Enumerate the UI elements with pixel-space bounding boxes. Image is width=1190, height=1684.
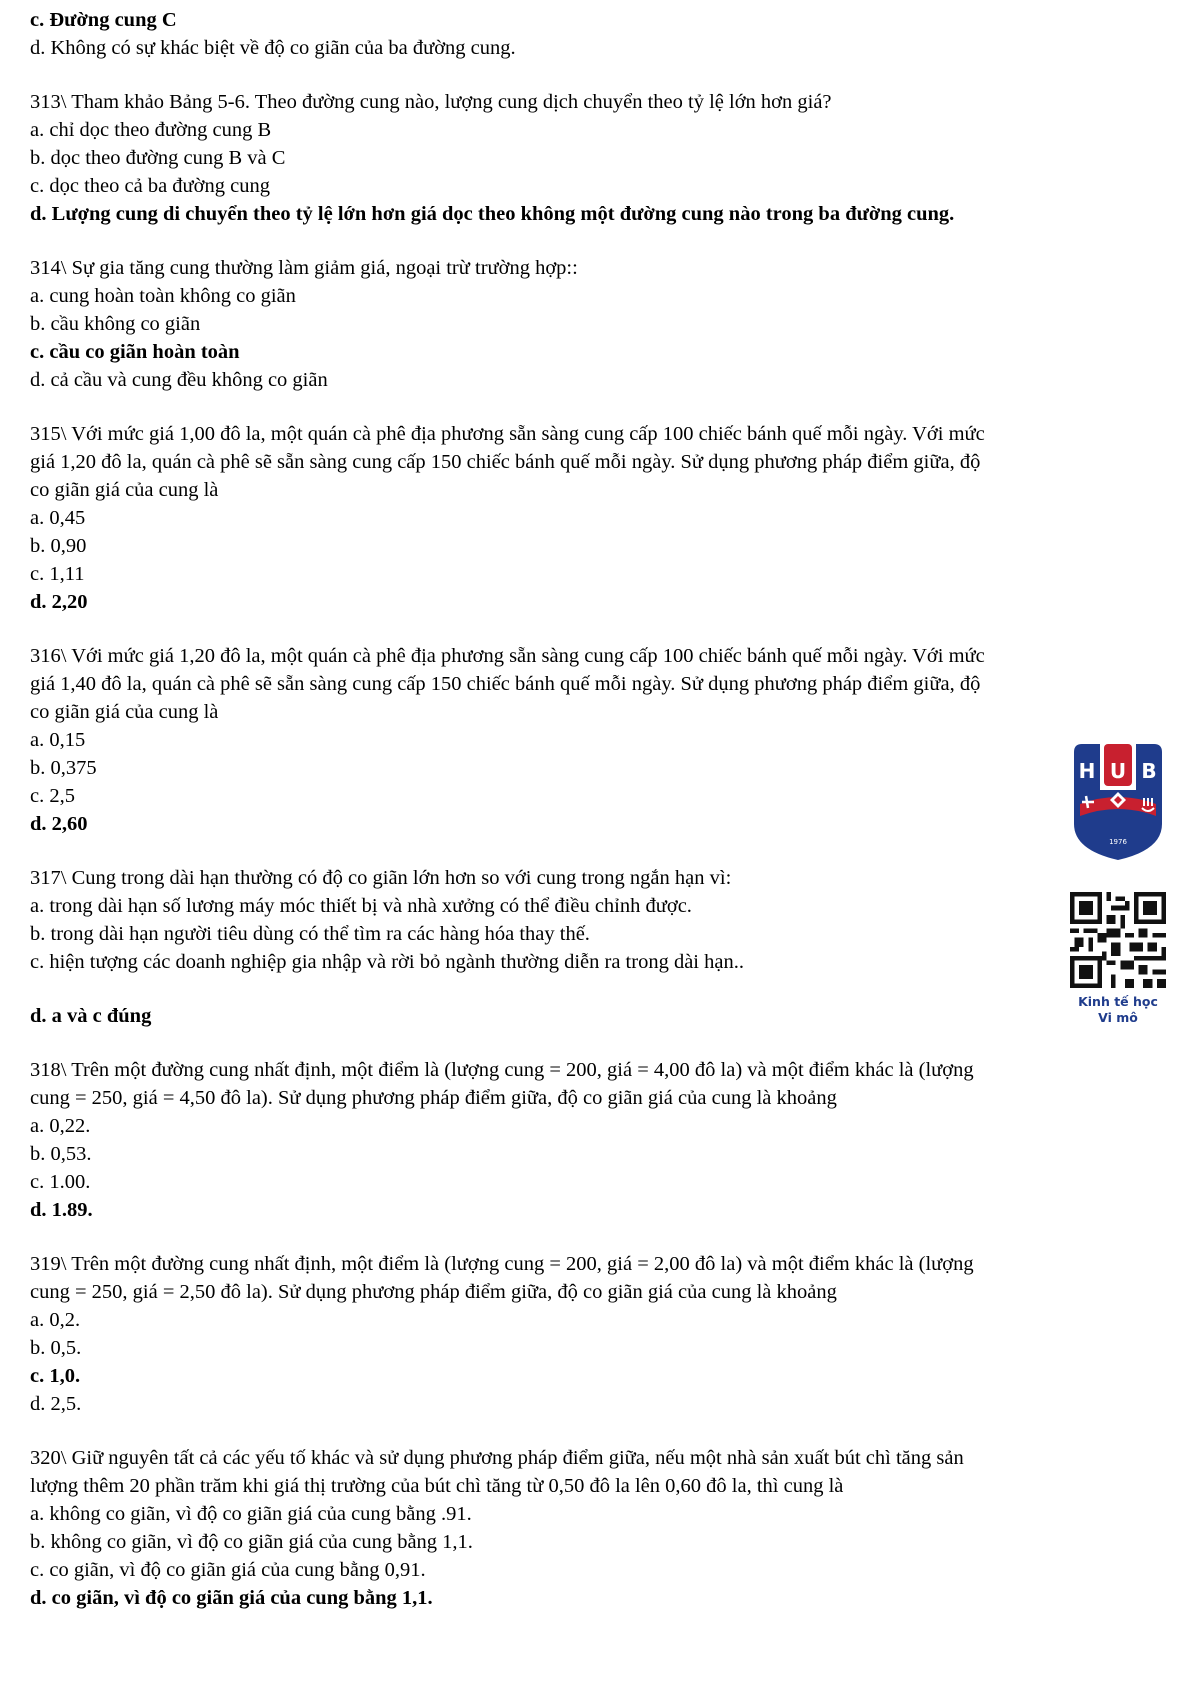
q319-option-c: c. 1,0. bbox=[30, 1365, 81, 1387]
q314-question: 314\ Sự gia tăng cung thường làm giảm giá, ngoại trừ trường hợp:: bbox=[30, 257, 578, 279]
q313-option-d: d. Lượng cung di chuyển theo tỷ lệ lớn hơn giá dọc theo không một đường cung nào trong ba đường cung. bbox=[30, 203, 955, 225]
q319-question-line2: cung = 250, giá = 2,50 đô la). Sử dụng phương pháp điểm giữa, độ co giãn giá của cung là khoảng bbox=[30, 1281, 837, 1303]
q316-question-line3: co giãn giá của cung là bbox=[30, 701, 219, 723]
q318-option-a: a. 0,22. bbox=[30, 1115, 91, 1137]
q313-option-a: a. chỉ dọc theo đường cung B bbox=[30, 119, 272, 141]
q315-option-a: a. 0,45 bbox=[30, 507, 86, 529]
hub-logo-block bbox=[1050, 742, 1170, 1032]
q318-option-d: d. 1.89. bbox=[30, 1199, 93, 1221]
q317-question: 317\ Cung trong dài hạn thường có độ co giãn lớn hơn so với cung trong ngắn hạn vì: bbox=[30, 867, 732, 889]
q320-question-line1: 320\ Giữ nguyên tất cả các yếu tố khác và sử dụng phương pháp điểm giữa, nếu một nhà sản xuất bút chì tăng sản bbox=[30, 1447, 964, 1469]
q317-option-d: d. a và c đúng bbox=[30, 1005, 152, 1027]
q316-question-line2: giá 1,40 đô la, quán cà phê sẽ sẵn sàng cung cấp 150 chiếc bánh quế mỗi ngày. Sử dụng phương pháp điểm giữa, độ bbox=[30, 673, 981, 695]
q319-option-a: a. 0,2. bbox=[30, 1309, 81, 1331]
q320-option-a: a. không co giãn, vì độ co giãn giá của cung bằng .91. bbox=[30, 1503, 472, 1525]
document-page bbox=[30, 6, 1150, 1612]
q317-option-b: b. trong dài hạn người tiêu dùng có thể tìm ra các hàng hóa thay thế. bbox=[30, 923, 590, 945]
q316-option-d: d. 2,60 bbox=[30, 813, 88, 835]
caption-line1: Kinh tế học bbox=[1078, 994, 1158, 1009]
q314-option-c: c. cầu co giãn hoàn toàn bbox=[30, 341, 240, 363]
q314-option-a: a. cung hoàn toàn không co giãn bbox=[30, 285, 296, 307]
q313-option-b: b. dọc theo đường cung B và C bbox=[30, 147, 286, 169]
q314-option-d: d. cả cầu và cung đều không co giãn bbox=[30, 369, 328, 391]
q313-question: 313\ Tham khảo Bảng 5-6. Theo đường cung nào, lượng cung dịch chuyển theo tỷ lệ lớn hơn giá? bbox=[30, 91, 832, 113]
q320-option-c: c. co giãn, vì độ co giãn giá của cung bằng 0,91. bbox=[30, 1559, 426, 1581]
q318-option-c: c. 1.00. bbox=[30, 1171, 91, 1193]
shield-letter-b: B bbox=[1141, 759, 1157, 783]
q315-option-d: d. 2,20 bbox=[30, 591, 88, 613]
q319-option-d: d. 2,5. bbox=[30, 1393, 82, 1415]
prev-option-d: d. Không có sự khác biệt về độ co giãn của ba đường cung. bbox=[30, 37, 516, 59]
q315-question-line1: 315\ Với mức giá 1,00 đô la, một quán cà phê địa phương sẵn sàng cung cấp 100 chiếc bánh quế mỗi ngày. Với mức bbox=[30, 423, 985, 445]
q320-question-line2: lượng thêm 20 phần trăm khi giá thị trường của bút chì tăng từ 0,50 đô la lên 0,60 đô la, thì cung là bbox=[30, 1475, 844, 1497]
hub-shield-logo bbox=[1070, 742, 1166, 862]
q320-option-d: d. co giãn, vì độ co giãn giá của cung bằng 1,1. bbox=[30, 1587, 433, 1609]
q317-option-c: c. hiện tượng các doanh nghiệp gia nhập và rời bỏ ngành thường diễn ra trong dài hạn.. bbox=[30, 951, 744, 973]
shield-letter-h: H bbox=[1078, 759, 1096, 783]
q318-question-line2: cung = 250, giá = 4,50 đô la). Sử dụng phương pháp điểm giữa, độ co giãn giá của cung là khoảng bbox=[30, 1087, 837, 1109]
q315-question-line3: co giãn giá của cung là bbox=[30, 479, 219, 501]
logo-caption bbox=[1050, 994, 1186, 1026]
q317-option-a: a. trong dài hạn số lương máy móc thiết bị và nhà xưởng có thể điều chỉnh được. bbox=[30, 895, 692, 917]
q318-option-b: b. 0,53. bbox=[30, 1143, 92, 1165]
shield-year: 1976 bbox=[1109, 838, 1127, 846]
q319-option-b: b. 0,5. bbox=[30, 1337, 82, 1359]
q319-question-line1: 319\ Trên một đường cung nhất định, một điểm là (lượng cung = 200, giá = 2,00 đô la) và một điểm khác là (lượng bbox=[30, 1253, 974, 1275]
q315-option-c: c. 1,11 bbox=[30, 563, 85, 585]
q313-option-c: c. dọc theo cả ba đường cung bbox=[30, 175, 270, 197]
q316-option-b: b. 0,375 bbox=[30, 757, 97, 779]
q316-option-a: a. 0,15 bbox=[30, 729, 86, 751]
q320-option-b: b. không co giãn, vì độ co giãn giá của cung bằng 1,1. bbox=[30, 1531, 473, 1553]
q316-option-c: c. 2,5 bbox=[30, 785, 75, 807]
qr-code bbox=[1070, 892, 1166, 988]
q315-option-b: b. 0,90 bbox=[30, 535, 87, 557]
shield-letter-u: U bbox=[1109, 759, 1127, 783]
prev-option-c: c. Đường cung C bbox=[30, 9, 177, 31]
caption-line2: Vi mô bbox=[1098, 1010, 1138, 1025]
q318-question-line1: 318\ Trên một đường cung nhất định, một điểm là (lượng cung = 200, giá = 4,00 đô la) và một điểm khác là (lượng bbox=[30, 1059, 974, 1081]
q314-option-b: b. cầu không co giãn bbox=[30, 313, 201, 335]
q316-question-line1: 316\ Với mức giá 1,20 đô la, một quán cà phê địa phương sẵn sàng cung cấp 100 chiếc bánh quế mỗi ngày. Với mức bbox=[30, 645, 985, 667]
q315-question-line2: giá 1,20 đô la, quán cà phê sẽ sẵn sàng cung cấp 150 chiếc bánh quế mỗi ngày. Sử dụng phương pháp điểm giữa, độ bbox=[30, 451, 981, 473]
